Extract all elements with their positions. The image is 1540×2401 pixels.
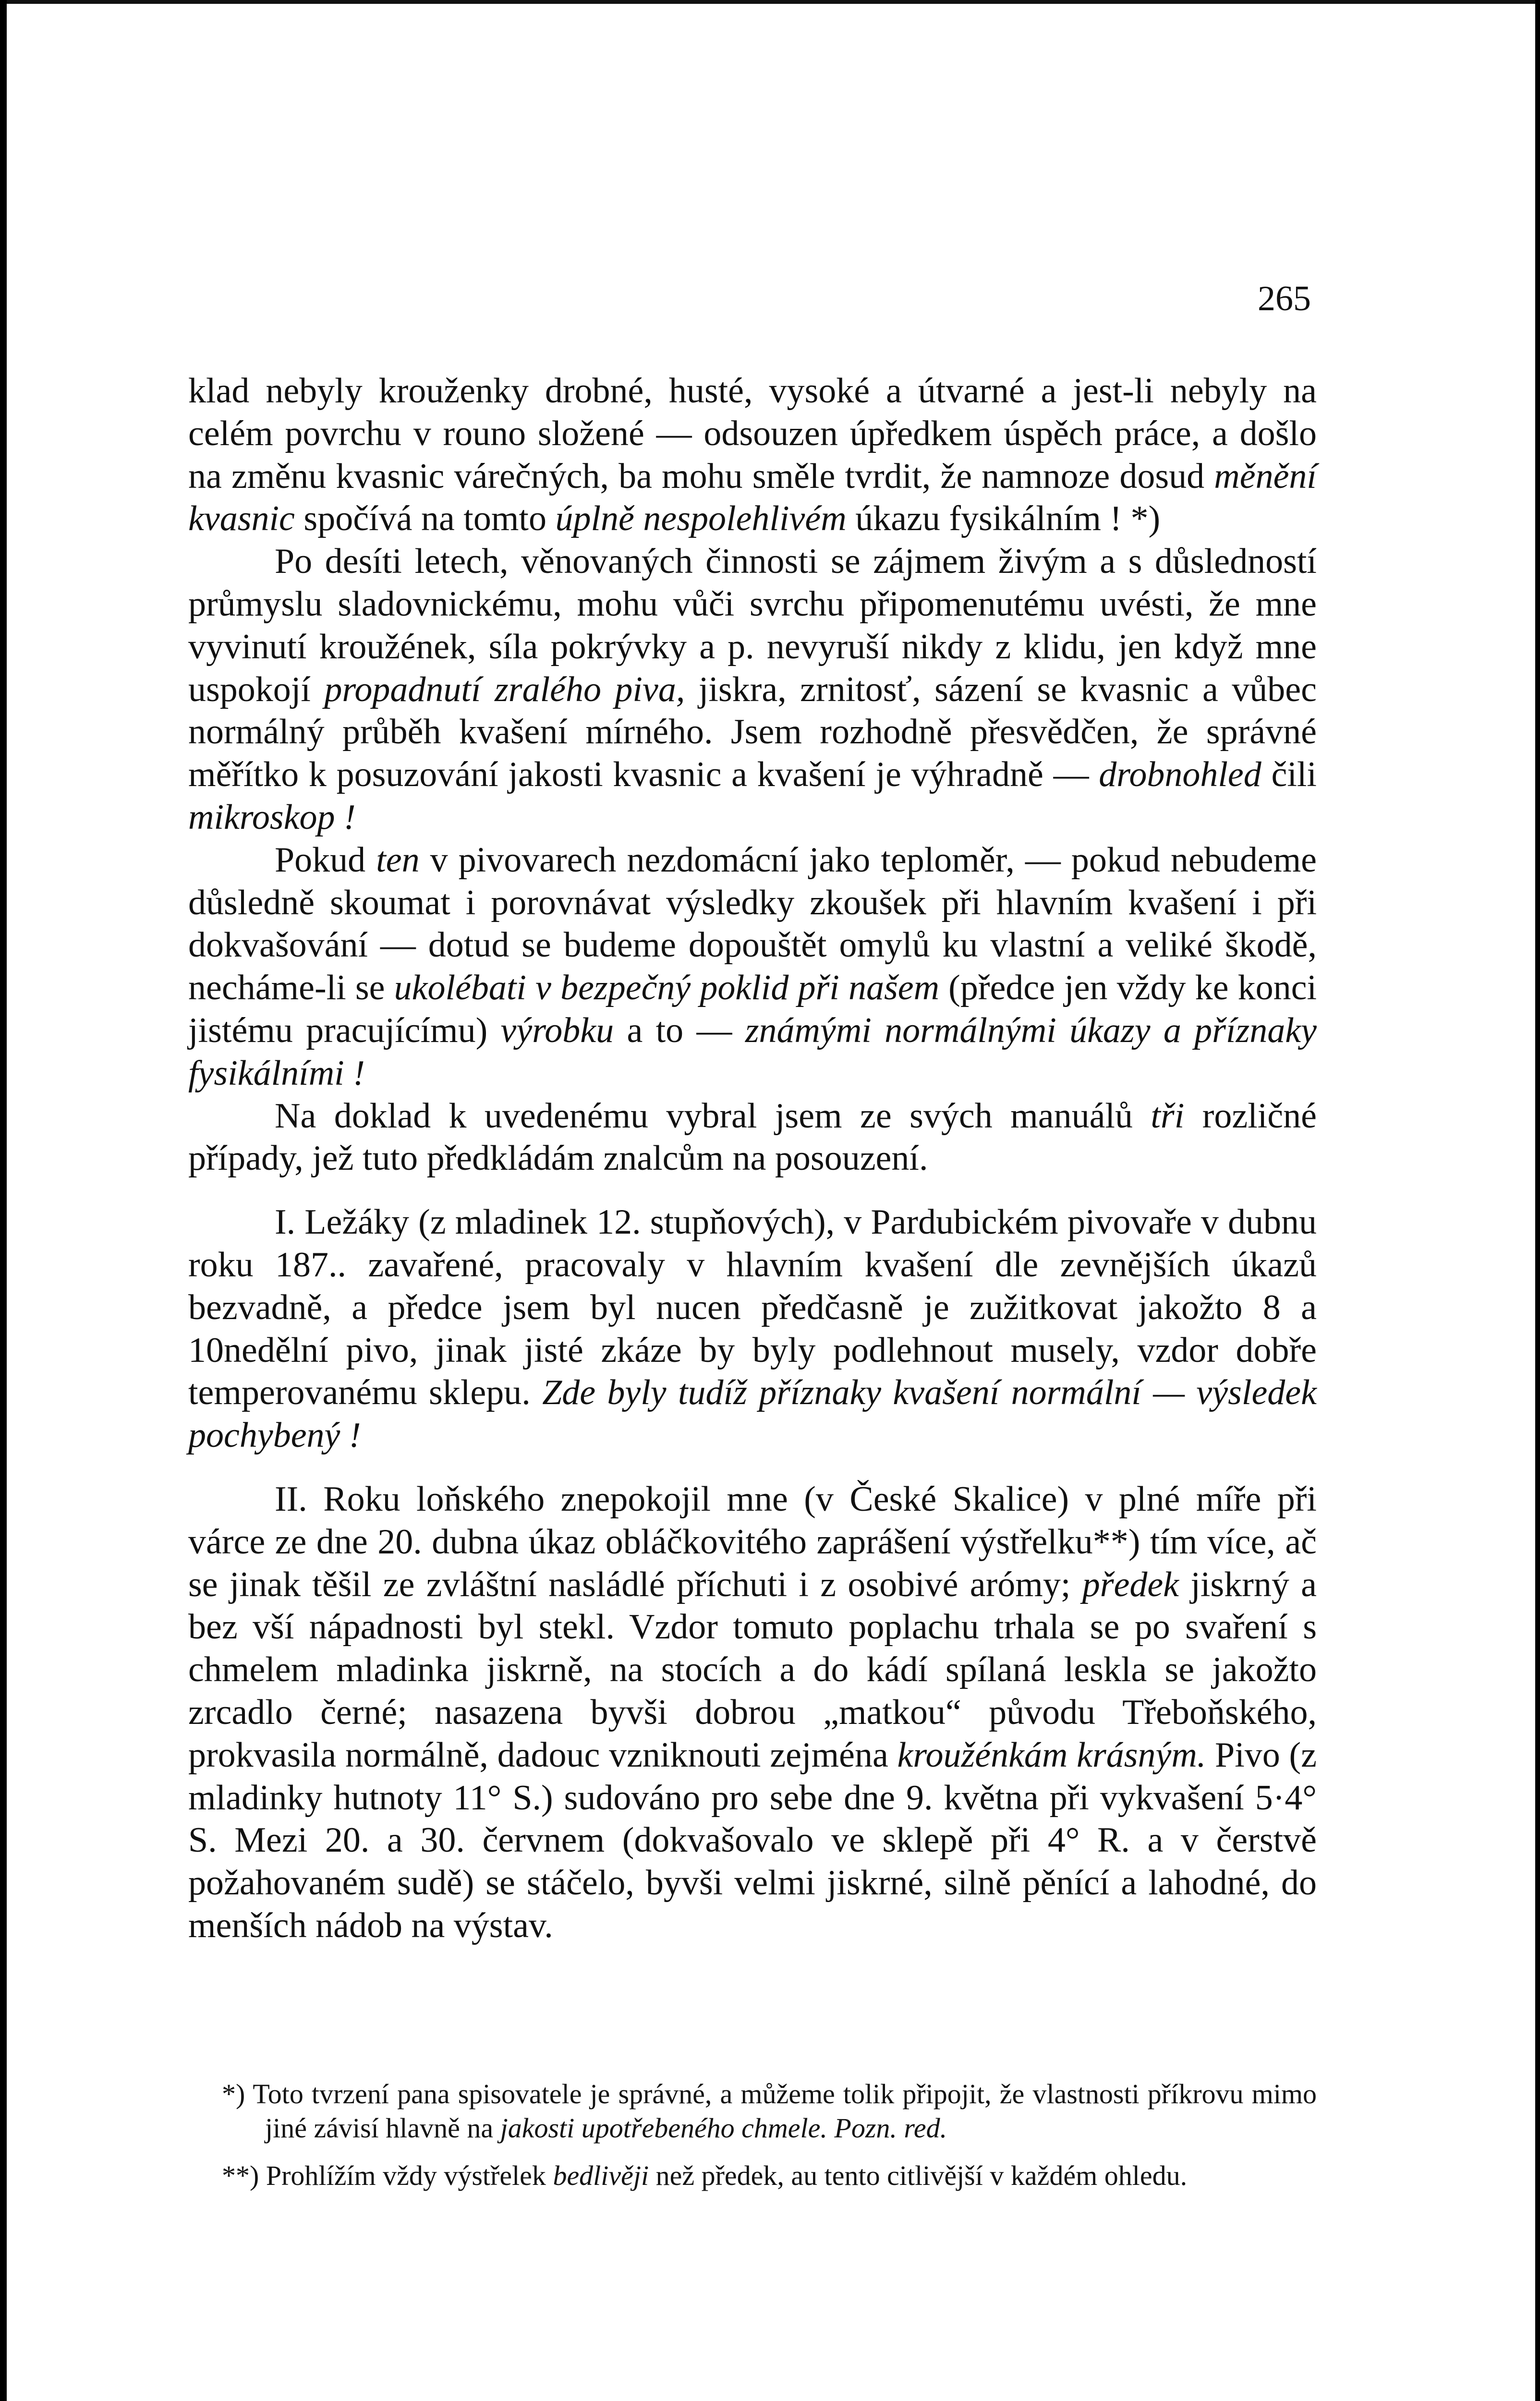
italic-text: výrobku: [500, 1010, 614, 1050]
italic-text: známými normálnými úkazy a příznaky fysikálními !: [188, 1010, 1317, 1093]
scan-edge-left: [0, 0, 7, 2401]
text-run: než předek, au tento citlivější v každém ohledu.: [649, 2160, 1188, 2191]
scan-edge-right: [1535, 0, 1540, 2401]
text-run: spočívá na tomto: [294, 499, 556, 539]
footnote: [188, 2077, 1317, 2145]
text-run: Na doklad k uvedenému vybral jsem ze svých manuálů: [275, 1096, 1151, 1136]
paragraph-gap: [188, 1457, 1317, 1478]
italic-text: mikroskop !: [188, 797, 356, 837]
paragraph: [188, 1201, 1317, 1457]
body-text: [188, 370, 1317, 1947]
italic-text: předek: [1082, 1564, 1179, 1604]
italic-text: ukolébati v bezpečný poklid při našem: [394, 968, 940, 1008]
italic-text: měnění kvasnic: [188, 456, 1317, 539]
text-run: rozličné případy, jež tuto předkládám znalcům na posouzení.: [188, 1096, 1317, 1178]
text-run: jiskra, zrnitosť, sázení se kvasnic a vůbec normálný průběh kvašení mírného. Jsem rozhodně přesvědčen, že správné měřítko k posuzování jakosti kvasnic a kvašení je výhradně —: [188, 669, 1317, 795]
text-run: jiskrný a bez vší nápadnosti byl stekl. Vzdor tomuto poplachu trhala se po svaření s chmelem mladinka jiskrně, na stocích a do kádí spílaná leskla se jakožto zrcadlo černé; nasazena byvši dobrou „matkou“ původu Třeboňského, prokvasila normálně, dadouc vzniknouti zejména: [188, 1564, 1317, 1775]
italic-text: bedlivěji: [553, 2160, 649, 2191]
text-run: **) Prohlížím vždy výstřelek: [222, 2160, 553, 2191]
italic-text: tři: [1151, 1096, 1185, 1136]
paragraph-gap: [188, 1180, 1317, 1201]
paragraph: [188, 839, 1317, 1095]
text-run: Po desíti letech, věnovaných činnosti se zájmem živým a s důsledností průmyslu sladovnickému, mohu vůči svrchu připomenutému uvésti, že mne vyvinutí kroužének, síla pokrývky a p. nevyruší nikdy z klidu, jen když mne uspokojí: [188, 542, 1317, 709]
text-run: I. Ležáky (z mladinek 12. stupňových), v Pardubickém pivovaře v dubnu roku 187.. zavařené, pracovaly v hlavním kvašení dle zevnějších úkazů bezvadně, a předce jsem byl nucen předčasně je zužitkovat jakožto 8 a 10nedělní pivo, jinak jisté zkáze by byly podlehnout musely, vzdor dobře temperovanému sklepu.: [188, 1202, 1317, 1413]
italic-text: ten: [376, 840, 420, 880]
text-run: II. Roku loňského znepokojil mne (v České Skalice) v plné míře při várce ze dne 20. dubna úkaz obláčkovitého zaprášení výstřelku**) tím více, ač se jinak těšil ze zvláštní nasládlé příchuti i z osobivé arómy;: [188, 1479, 1317, 1604]
text-run: a to —: [614, 1010, 745, 1050]
page-number: 265: [1258, 279, 1311, 318]
text-run: čili: [1261, 755, 1317, 795]
paragraph: [188, 370, 1317, 540]
paragraph: [188, 1478, 1317, 1947]
italic-text: drobnohled: [1099, 755, 1261, 795]
paragraph: [188, 1095, 1317, 1180]
footnotes: [188, 2077, 1317, 2193]
italic-text: jakosti upotřebeného chmele. Pozn. red.: [500, 2112, 947, 2144]
text-run: (předce jen vždy ke konci jistému pracujícímu): [188, 968, 1317, 1050]
text-run: klad nebyly krouženky drobné, husté, vysoké a útvarné a jest-li nebyly na celém povrchu v rouno složené — odsouzen úpředkem úspěch práce, a došlo na změnu kvasnic várečných, ba mohu směle tvrdit, že namnoze dosud: [188, 371, 1317, 496]
text-run: *) Toto tvrzení pana spisovatele je správné, a můžeme tolik připojit, že vlastnosti příkrovu mimo jiné závisí hlavně na: [222, 2078, 1317, 2144]
italic-text: kroužénkám krásným.: [897, 1735, 1206, 1775]
paragraph: [188, 540, 1317, 839]
text-run: v pivovarech nezdomácní jako teploměr, — pokud nebudeme důsledně skoumat i porovnávat výsledky zkoušek při hlavním kvašení i při dokvašování — dotud se budeme dopouštět omylů ku vlastní a veliké škodě, necháme-li se: [188, 840, 1317, 1008]
text-run: Pivo (z mladinky hutnoty 11° S.) sudováno pro sebe dne 9. května při vykvašení 5·4° S. Mezi 20. a 30. červnem (dokvašovalo ve sklepě při 4° R. a v čerstvě požahovaném sudě) se stáčelo, byvši velmi jiskrné, silně pěnící a lahodné, do menších nádob na výstav.: [188, 1735, 1317, 1945]
text-run: Pokud: [275, 840, 376, 880]
italic-text: Zde byly tudíž příznaky kvašení normální — výsledek pochybený !: [188, 1373, 1317, 1455]
footnote: [188, 2158, 1317, 2193]
italic-text: úplně nespolehlivém: [555, 499, 847, 539]
scan-edge-top: [0, 0, 1540, 4]
text-run: úkazu fysikálním ! *): [846, 499, 1161, 539]
italic-text: propadnutí zralého piva,: [324, 669, 685, 709]
